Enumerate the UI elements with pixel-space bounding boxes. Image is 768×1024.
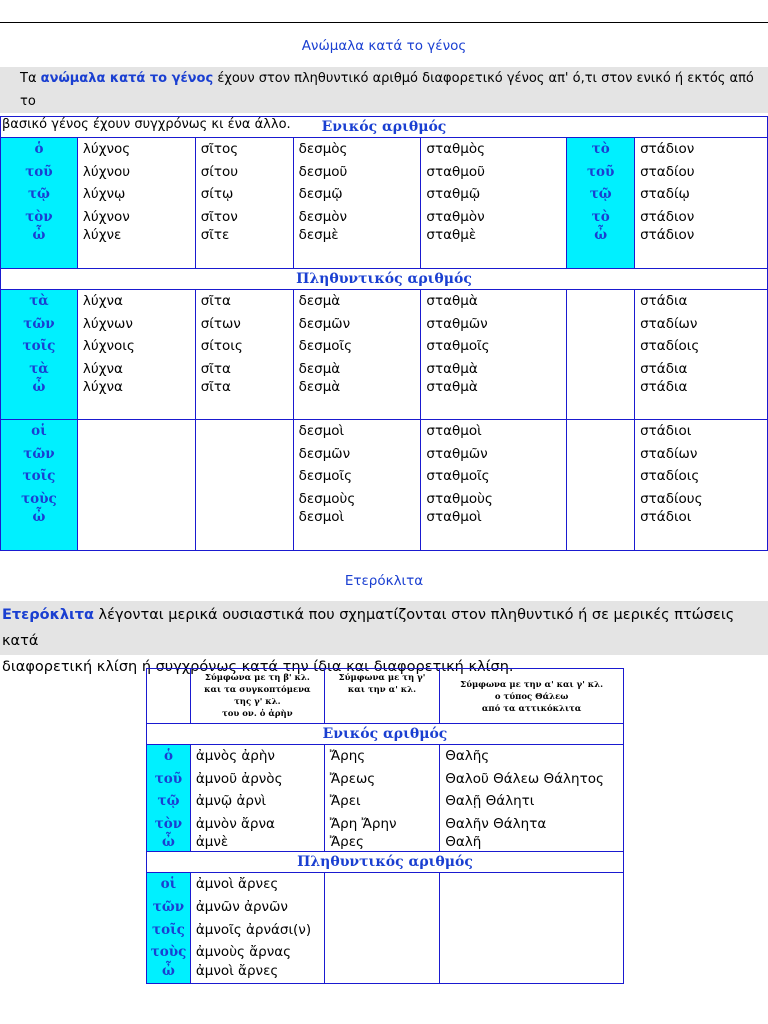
pl-stathmoi-col bbox=[421, 420, 567, 551]
intro-highlight: ανώμαλα κατά το γένος bbox=[40, 71, 214, 86]
singular-header: Ενικός αριθμός bbox=[1, 117, 768, 138]
cell-word: στάδιον bbox=[640, 141, 695, 157]
cell-word: σίτῳ bbox=[200, 186, 234, 203]
pl-stadioi-col bbox=[635, 420, 768, 551]
intro-line2: βασικό γένος έχουν συγχρόνως κι ένα άλλο. bbox=[2, 117, 291, 132]
cell-word: τὸ bbox=[591, 208, 610, 225]
head-col1 bbox=[190, 669, 324, 724]
cell-word: ἀμνοῦ ἀρνὸς bbox=[195, 770, 283, 787]
intro-line1: έχουν στον πληθυντικό αριθμό διαφορετικό γένος απ' ό,τι στον ενικό ή εκτός από το bbox=[20, 71, 754, 109]
sg-articles-col-2 bbox=[147, 745, 191, 852]
cell-word: στάδιοι bbox=[640, 423, 692, 439]
heteroclite-table bbox=[146, 668, 624, 984]
cell-word: δεσμοῖς bbox=[298, 338, 353, 355]
pl-stathma-col bbox=[421, 290, 567, 420]
cell-word: σταθμῶν bbox=[426, 445, 488, 462]
cell-word: τοὺς bbox=[21, 490, 57, 507]
pl-desmoi-col bbox=[293, 420, 421, 551]
cell-word: σταθμὰ bbox=[426, 360, 478, 377]
gender-anomaly-table bbox=[0, 116, 768, 551]
cell-word: ἀμνῶν ἀρνῶν bbox=[195, 898, 288, 915]
cell-word: δεσμοῦ bbox=[298, 163, 348, 180]
cell-word: στάδια bbox=[640, 360, 688, 377]
cell-word: ὁ bbox=[163, 748, 173, 764]
sg-sitos-col bbox=[195, 138, 293, 269]
section-title-eteroklita: Ετερόκλιτα bbox=[344, 573, 424, 589]
pl-empty-cell bbox=[567, 420, 635, 551]
cell-word: τῷ bbox=[27, 186, 50, 203]
pl-empty-cell bbox=[77, 420, 195, 551]
pl-neuter-articles-col bbox=[1, 290, 78, 420]
cell-word: Θαλῇ Θάλητι bbox=[445, 793, 535, 810]
cell-word: ἀμνοὶ ἄρνες bbox=[195, 876, 279, 893]
cell-word: δεσμοὶ bbox=[298, 509, 345, 526]
sg-amnos-col bbox=[190, 745, 324, 852]
cell-word: ἀμνοὺς ἄρνας bbox=[195, 944, 292, 961]
intro2-line1: λέγονται μερικά ουσιαστικά που σχηματίζονται στον πληθυντικό ή σε μερικές πτώσεις κατά bbox=[2, 607, 735, 649]
pl-masc-articles-col bbox=[1, 420, 78, 551]
singular-header-2: Ενικός αριθμός bbox=[147, 724, 624, 745]
header-line: Σύμφωνα με τη β' κλ. bbox=[204, 673, 310, 683]
sg-articles-col bbox=[1, 138, 78, 269]
plural-header-2: Πληθυντικός αριθμός bbox=[147, 852, 624, 873]
pl-lychna-col bbox=[77, 290, 195, 420]
cell-word: σῖτος bbox=[200, 141, 239, 157]
head-col2 bbox=[324, 669, 439, 724]
cell-word: σταθμῷ bbox=[426, 186, 481, 203]
top-rule bbox=[0, 22, 768, 23]
cell-word: τῶν bbox=[23, 445, 55, 462]
header-line: Σύμφωνα με την α' και γ' κλ. bbox=[460, 680, 604, 690]
cell-word: ὦ bbox=[32, 509, 46, 526]
cell-word: Ἄρεως bbox=[329, 770, 376, 787]
cell-word: λύχνε bbox=[82, 227, 122, 244]
pl-empty-cell-2 bbox=[440, 873, 624, 984]
section-title-anomala: Ανώμαλα κατά το γένος bbox=[301, 38, 467, 54]
cell-word: τὸν bbox=[154, 815, 183, 832]
pl-desma-col bbox=[293, 290, 421, 420]
cell-word: τὰ bbox=[29, 360, 49, 377]
cell-word: δεσμοὺς bbox=[298, 490, 356, 507]
pl-empty-cell bbox=[195, 420, 293, 551]
cell-word: ἀμνὸν ἄρνα bbox=[195, 815, 275, 832]
header-line: της γ' κλ. bbox=[234, 697, 281, 707]
cell-word: Ἄρη Ἄρην bbox=[329, 815, 397, 832]
cell-word: λύχνα bbox=[82, 379, 123, 396]
cell-word: ἀμνοὶ ἄρνες bbox=[195, 962, 279, 979]
header-line: Σύμφωνα με τη γ' bbox=[338, 673, 426, 683]
cell-word: σῖτα bbox=[200, 293, 231, 309]
cell-word: σταθμοὶ bbox=[426, 509, 482, 526]
cell-word: τοῖς bbox=[152, 921, 185, 938]
cell-word: Θαλῆ bbox=[445, 834, 482, 851]
cell-word: λύχνα bbox=[82, 360, 123, 377]
cell-word: Ἄρες bbox=[329, 834, 364, 851]
cell-word: τοῦ bbox=[25, 163, 53, 180]
cell-word: λύχνῳ bbox=[82, 186, 126, 203]
cell-word: ὦ bbox=[32, 227, 46, 244]
cell-word: τὸν bbox=[25, 208, 53, 225]
cell-word: Θαλῆν Θάλητα bbox=[445, 815, 547, 832]
cell-word: στάδια bbox=[640, 379, 688, 396]
cell-word: σταδίῳ bbox=[640, 186, 690, 203]
sg-desmos-col bbox=[293, 138, 421, 269]
cell-word: ὦ bbox=[162, 834, 175, 851]
cell-word: σῖτα bbox=[200, 360, 231, 377]
cell-word: σταδίοις bbox=[640, 338, 700, 355]
cell-word: ἀμνοῖς ἀρνάσι(ν) bbox=[195, 921, 312, 938]
cell-word: σταθμοῖς bbox=[426, 338, 490, 355]
cell-word: δεσμὲ bbox=[298, 227, 339, 244]
pl-sita-col bbox=[195, 290, 293, 420]
cell-word: σῖτον bbox=[200, 208, 238, 225]
intro-lead: Τα bbox=[20, 71, 41, 86]
cell-word: δεσμὸν bbox=[298, 208, 348, 225]
header-line: και την α' κλ. bbox=[347, 685, 417, 695]
cell-word: Ἄρης bbox=[329, 748, 366, 764]
header-line: και τα συγκοπτόμενα bbox=[204, 685, 311, 695]
cell-word: σταθμὸν bbox=[426, 208, 485, 225]
cell-word: δεσμὰ bbox=[298, 379, 341, 396]
cell-word: τὸ bbox=[591, 141, 610, 157]
cell-word: δεσμὰ bbox=[298, 360, 341, 377]
cell-word: σταθμὰ bbox=[426, 379, 478, 396]
sg-stathmos-col bbox=[421, 138, 567, 269]
cell-word: σταδίους bbox=[640, 490, 703, 507]
head-col3 bbox=[440, 669, 624, 724]
cell-word: στάδιον bbox=[640, 227, 695, 244]
cell-word: ὦ bbox=[594, 227, 608, 244]
cell-word: δεσμὸς bbox=[298, 141, 348, 157]
cell-word: σταδίων bbox=[640, 315, 698, 332]
cell-word: λύχνον bbox=[82, 208, 130, 225]
cell-word: ἀμνῷ ἀρνὶ bbox=[195, 793, 267, 810]
cell-word: δεσμὰ bbox=[298, 293, 341, 309]
cell-word: σταθμῶν bbox=[426, 315, 488, 332]
cell-word: τοὺς bbox=[150, 944, 187, 961]
cell-word: Ἄρει bbox=[329, 793, 361, 810]
sg-lychnos-col bbox=[77, 138, 195, 269]
pl-empty-cell bbox=[567, 290, 635, 420]
cell-word: σταθμοῖς bbox=[426, 468, 490, 485]
intro2-line2: διαφορετική κλίση ή συγχρόνως κατά την ίδια και διαφορετική κλίση. bbox=[2, 659, 514, 675]
cell-word: σίτων bbox=[200, 315, 241, 332]
header-line: του ον. ὁ ἀρὴν bbox=[222, 709, 293, 719]
cell-word: τῷ bbox=[157, 793, 180, 810]
cell-word: δεσμοὶ bbox=[298, 423, 345, 439]
cell-word: ὁ bbox=[34, 141, 44, 157]
cell-word: σῖτα bbox=[200, 379, 231, 396]
cell-word: δεσμοῖς bbox=[298, 468, 353, 485]
cell-word: σῖτε bbox=[200, 227, 230, 244]
sg-ares-col bbox=[324, 745, 439, 852]
sg-neuter-articles-col bbox=[567, 138, 635, 269]
cell-word: οἱ bbox=[31, 423, 47, 439]
cell-word: στάδιον bbox=[640, 208, 695, 225]
cell-word: τοῖς bbox=[22, 338, 56, 355]
cell-word: οἱ bbox=[160, 876, 177, 893]
cell-word: ὦ bbox=[162, 962, 175, 979]
pl-amnoi-col bbox=[190, 873, 324, 984]
cell-word: λύχνος bbox=[82, 141, 131, 157]
head-empty-cell bbox=[147, 669, 191, 724]
cell-word: δεσμῶν bbox=[298, 315, 351, 332]
cell-word: Θαλῆς bbox=[445, 748, 490, 764]
cell-word: δεσμῶν bbox=[298, 445, 351, 462]
cell-word: σταδίου bbox=[640, 163, 695, 180]
cell-word: σταθμὸς bbox=[426, 141, 486, 157]
cell-word: σταθμοὶ bbox=[426, 423, 482, 439]
cell-word: στάδιοι bbox=[640, 509, 692, 526]
cell-word: ἀμνὲ bbox=[195, 834, 229, 851]
cell-word: λύχνου bbox=[82, 163, 131, 180]
cell-word: τῶν bbox=[152, 898, 185, 915]
cell-word: στάδια bbox=[640, 293, 688, 309]
pl-articles-col-2 bbox=[147, 873, 191, 984]
cell-word: ὦ bbox=[32, 379, 46, 396]
cell-word: δεσμῷ bbox=[298, 186, 343, 203]
cell-word: τὰ bbox=[29, 293, 49, 309]
cell-word: τῷ bbox=[589, 186, 612, 203]
sg-thales-col bbox=[440, 745, 624, 852]
cell-word: σταθμὲ bbox=[426, 227, 477, 244]
cell-word: ἀμνὸς ἀρὴν bbox=[195, 748, 275, 764]
cell-word: τοῦ bbox=[586, 163, 615, 180]
pl-stadia-col bbox=[635, 290, 768, 420]
cell-word: σταθμὰ bbox=[426, 293, 478, 309]
cell-word: σταθμοὺς bbox=[426, 490, 493, 507]
cell-word: τοῦ bbox=[154, 770, 183, 787]
pl-empty-cell-2 bbox=[324, 873, 439, 984]
cell-word: σίτου bbox=[200, 163, 239, 180]
cell-word: τοῖς bbox=[22, 468, 56, 485]
cell-word: λύχνοις bbox=[82, 338, 135, 355]
cell-word: σίτοις bbox=[200, 338, 243, 355]
cell-word: λύχνων bbox=[82, 315, 133, 332]
cell-word: σταδίοις bbox=[640, 468, 700, 485]
header-line: από τα αττικόκλιτα bbox=[481, 704, 582, 714]
intro2-highlight: Ετερόκλιτα bbox=[2, 607, 94, 623]
cell-word: σταθμοῦ bbox=[426, 163, 485, 180]
cell-word: τῶν bbox=[23, 315, 55, 332]
cell-word: σταδίων bbox=[640, 445, 698, 462]
cell-word: λύχνα bbox=[82, 293, 123, 309]
header-line: ο τύπος Θάλεω bbox=[494, 692, 569, 702]
intro-paragraph-eteroklita bbox=[0, 601, 768, 675]
plural-header: Πληθυντικός αριθμός bbox=[1, 269, 768, 290]
sg-stadion-col bbox=[635, 138, 768, 269]
cell-word: Θαλοῦ Θάλεω Θάλητος bbox=[445, 770, 604, 787]
